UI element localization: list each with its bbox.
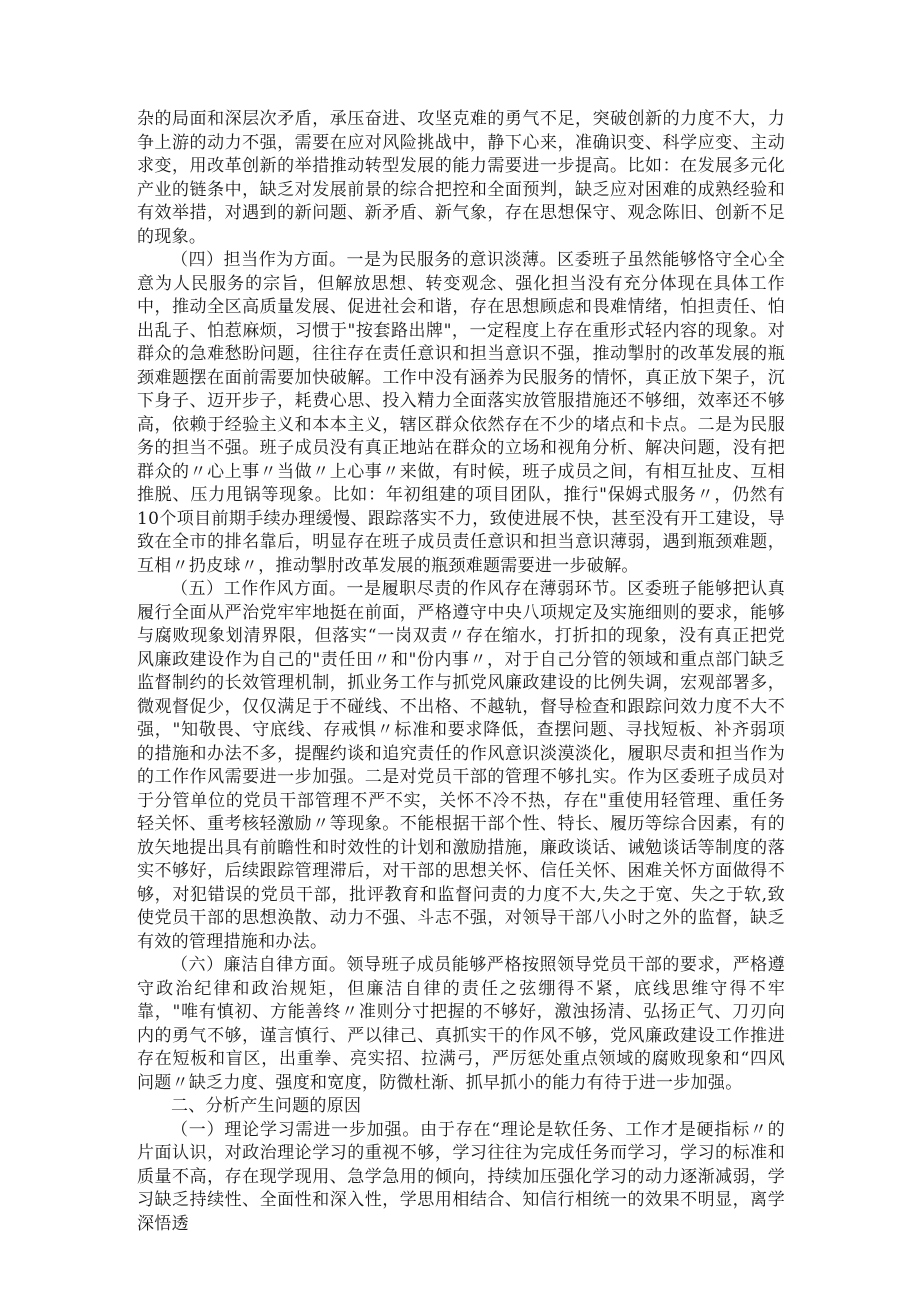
paragraph-work-style: （五）工作作风方面。一是履职尽责的作风存在薄弱环节。区委班子能够把认真履行全面从严治党牢牢地挺在前面，严格遵守中央八项规定及实施细则的要求，能够与腐败现象划清界限，但落实“一岗双责〃存在缩水，打折扣的现象，没有真正把党风廉政建设作为自己的"责任田〃和"份内事〃，对于自己分管的领域和重点部门缺乏监督制约的长效管理机制，抓业务工作与抓党风廉政建设的比例失调，宏观部署多，微观督促少，仅仅满足于不碰线、不出格、不越轨，督导检查和跟踪问效力度不大不强，"知敬畏、守底线、存戒惧〃标准和要求降低，查摆问题、寻找短板、补齐弱项的措施和办法不多，提醒约谈和追究责任的作风意识淡漠淡化，履职尽责和担当作为的工作作风需要进一步加强。二是对党员干部的管理不够扎实。作为区委班子成员对于分管单位的党员干部管理不严不实，关怀不冷不热，存在"重使用轻管理、重任务轻关怀、重考核轻激励〃等现象。不能根据干部个性、特长、履历等综合因素，有的放矢地提出具有前瞻性和时效性的计划和激励措施，廉政谈话、诫勉谈话等制度的落实不够好，后续跟踪管理滞后，对干部的思想关怀、信任关怀、困难关怀方面做得不够，对犯错误的党员干部，批评教育和监督问责的力度不大,失之于宽、失之于软,致使党员干部的思想涣散、动力不强、斗志不强，对领导干部八小时之外的监督，缺乏有效的管理措施和办法。 xyxy=(137,579,785,952)
paragraph-integrity: （六）廉洁自律方面。领导班子成员能够严格按照领导党员干部的要求，严格遵守政治纪律和政治规矩，但廉洁自律的责任之弦绷得不紧，底线思维守得不牢靠，"唯有慎初、方能善终〃准则分寸把握的不够好，激浊扬清、弘扬正气、刀刃向内的勇气不够，谨言慎行、严以律己、真抓实干的作风不够，党风廉政建设工作推进存在短板和盲区，出重拳、亮实招、拉满弓，严厉惩处重点领域的腐败现象和“四风问题〃缺乏力度、强度和宽度，防微杜渐、抓早抓小的能力有待于进一步加强。 xyxy=(137,955,785,1093)
paragraph-theory-study: （一）理论学习需进一步加强。由于存在“理论是软任务、工作才是硬指标〃的片面认识，对政治理论学习的重视不够，学习往往为完成任务而学习，学习的标准和质量不高，存在现学现用、急学急用的倾向，持续加压强化学习的动力逐渐减弱，学习缺乏持续性、全面性和深入性，学思用相结合、知信行相统一的效果不明显，离学深悟透 xyxy=(137,1119,785,1234)
document-page xyxy=(137,108,785,1236)
paragraph-continuation: 杂的局面和深层次矛盾，承压奋进、攻坚克难的勇气不足，突破创新的力度不大，力争上游的动力不强，需要在应对风险挑战中，静下心来，准确识变、科学应变、主动求变，用改革创新的举措推动转型发展的能力需要进一步提高。比如：在发展多元化产业的链条中，缺乏对发展前景的综合把控和全面预判，缺乏应对困难的成熟经验和有效举措，对遇到的新问题、新矛盾、新气象，存在思想保守、观念陈旧、创新不足的现象。 xyxy=(137,109,785,247)
section-heading: 二、分析产生问题的原因 xyxy=(171,1096,362,1116)
paragraph-responsibility: （四）担当作为方面。一是为民服务的意识淡薄。区委班子虽然能够恪守全心全意为人民服务的宗旨，但解放思想、转变观念、强化担当没有充分体现在具体工作中，推动全区高质量发展、促进社会和谐，存在思想顾虑和畏难情绪，怕担责任、怕出乱子、怕惹麻烦，习惯于"按套路出牌"，一定程度上存在重形式轻内容的现象。对群众的急难愁盼问题，往往存在责任意识和担当意识不强，推动掣肘的改革发展的瓶颈难题摆在面前需要加快破解。工作中没有涵养为民服务的情怀，真正放下架子，沉下身子、迈开步子，耗费心思、投入精力全面落实放管服措施还不够细，效率还不够高，依赖于经验主义和本本主义，辖区群众依然存在不少的堵点和卡点。二是为民服务的担当不强。班子成员没有真正地站在群众的立场和视角分析、解决问题，没有把群众的〃心上事〃当做〃上心事〃来做，有时候，班子成员之间，有相互扯皮、互相推脱、压力甩锅等现象。比如：年初组建的项目团队，推行"保姆式服务〃，仍然有10个项目前期手续办理缓慢、跟踪落实不力，致使进展不快，甚至没有开工建设，导致在全市的排名靠后，明显存在班子成员责任意识和担当意识薄弱，遇到瓶颈难题，互相〃扔皮球〃，推动掣肘改革发展的瓶颈难题需要进一步破解。 xyxy=(137,250,785,576)
